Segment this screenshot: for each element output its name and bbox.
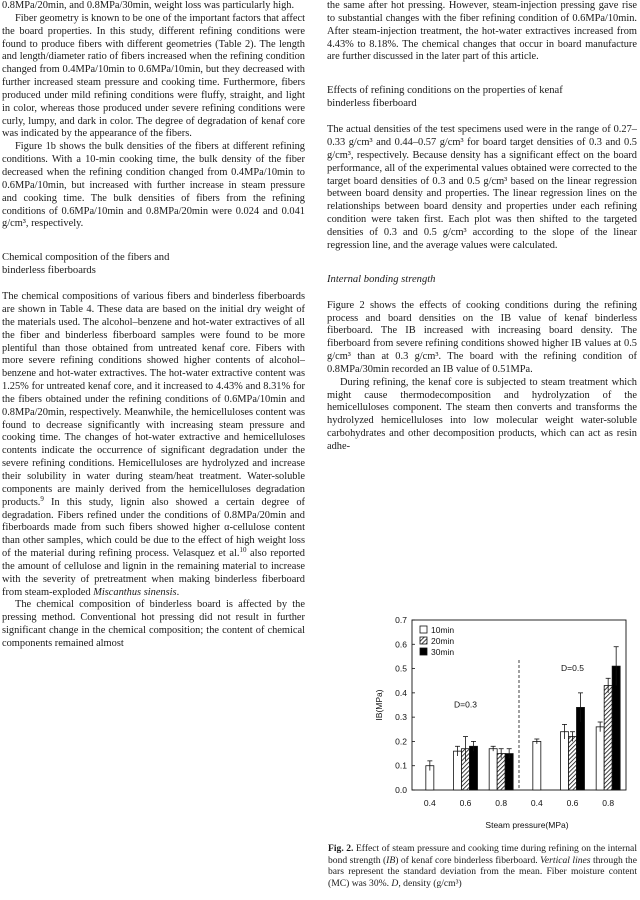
paragraph: Fiber geometry is known to be one of the important factors that affect the board properties. In this study, different refining conditions were found to produce fibers with different geometries (Table 2). The length and length/diameter ratio of fibers increased when the refining condition changed from 0.4MPa/10min to 0.6MPa/10min, but they decreased with further increased steam pressure and cooking time. Furthermore, fibers produced under mild refining conditions were fluffy, straight, and light in color, whereas those produced under severe refining conditions were curly, lumpy, and dark in color. The degree of degradation of kenaf core was indicated by the appearance of the fibers.	[2, 12, 305, 140]
paragraph: During refining, the kenaf core is subjected to steam treatment which might cause thermodecomposition and hydrolyzation of the hemicelluloses component. The steam then converts and transforms the hydrolyzed hemicelluloses into low molecular weight water-soluble carbohydrates and other decomposition products, which can act as resin adhe-	[327, 376, 637, 452]
right-column	[327, 0, 637, 454]
figure-caption: Fig. 2. Effect of steam pressure and cooking time during refining on the internal bond strength (IB) of kenaf core binderless fiberboard. Vertical lines through the bars represent the standard deviation from the mean. Fiber moisture content (MC) was 30%. D, density (g/cm³)	[328, 843, 637, 889]
x-tick-label: 0.4	[423, 798, 436, 808]
paragraph: The chemical composition of binderless board is affected by the pressing method. Conventional hot pressing did not result in further significant change in the chemical composition; the content of chemical components remained almost	[2, 599, 305, 649]
paragraph: Figure 2 shows the effects of cooking conditions during the refining process and board densities on the IB value of kenaf binderless fiberboard. The IB increased with increasing board density. The fiberboard from severe refining conditions showed higher IB values at 0.5 g/cm³ than at 0.3 g/cm³. The board with the refining condition of 0.8MPa/30min recorded an IB value of 0.51MPa.	[327, 299, 637, 375]
paragraph: 0.8MPa/20min, and 0.8MPa/30min, weight loss was particularly high.	[2, 0, 295, 11]
bar	[505, 754, 513, 790]
y-tick-label: 0.1	[395, 760, 407, 771]
section-heading: Chemical composition of the fibers and binderless fiberboards	[2, 252, 170, 277]
density-label: D=0.3	[454, 699, 477, 710]
left-column	[2, 0, 305, 651]
y-axis-label: IB(MPa)	[374, 689, 384, 721]
y-tick-label: 0.3	[395, 712, 407, 723]
chart-svg	[330, 612, 636, 838]
y-tick-label: 0.7	[395, 615, 407, 625]
x-tick-label: 0.6	[566, 798, 579, 808]
legend-label: 30min	[431, 647, 455, 657]
legend-label: 10min	[431, 625, 455, 635]
paragraph: the same after hot pressing. However, steam-injection pressing gave rise to substantial changes with the fiber refining condition of 0.6MPa/10min. After steam-injection treatment, the hot-water extractives increased from 4.43% to 8.18%. The chemical changes that occur in board manufacture are further discussed in the later part of this article.	[327, 0, 637, 63]
bar	[470, 746, 478, 790]
y-tick-label: 0.4	[395, 687, 407, 698]
paragraph: Figure 1b shows the bulk densities of the fibers at different refining conditions. With a 10-min cooking time, the bulk density of the fiber decreased when the refining condition changed from 0.4MPa/10min to 0.6MPa/10min, but increased with further increase in steam pressure and cooking time. The bulk densities of fibers from the refining conditions of 0.6MPa/10min and 0.8MPa/20min were 0.024 and 0.041 g/cm³, respectively.	[2, 141, 305, 230]
subsection-heading: Internal bonding strength	[327, 273, 436, 285]
bar	[454, 751, 462, 790]
density-label: D=0.5	[561, 663, 584, 673]
bar	[604, 686, 612, 790]
bar	[497, 754, 505, 790]
bar	[533, 741, 541, 790]
x-tick-label: 0.8	[495, 798, 508, 808]
section-heading: Effects of refining conditions on the properties of kenaf binderless fiberboard	[327, 85, 563, 110]
x-tick-label: 0.6	[459, 798, 472, 808]
x-tick-label: 0.4	[530, 798, 543, 808]
legend-swatch	[420, 637, 427, 644]
bar	[569, 737, 577, 790]
y-tick-label: 0.5	[395, 663, 407, 674]
x-tick-label: 0.8	[602, 798, 615, 808]
y-tick-label: 0.0	[395, 785, 407, 795]
legend-swatch	[420, 626, 427, 633]
legend-swatch	[420, 648, 427, 655]
bar	[489, 749, 497, 790]
legend-label: 20min	[431, 636, 455, 646]
ib-bar-chart	[330, 612, 636, 838]
bar	[596, 727, 604, 790]
paragraph: The actual densities of the test specimens used were in the range of 0.27–0.33 g/cm³ and 0.44–0.57 g/cm³ for board target densities of 0.3 and 0.5 g/cm³, respectively. Because density has a significant effect on the board performance, all of the experimental values obtained were corrected to the target board densities of 0.3 and 0.5 g/cm³ based on the linear regression between board density and properties. The linear regression lines on the relationships between board density and properties under each refining condition were taken first. Each plot was then shifted to the targeted densities of 0.3 and 0.5 g/cm³ according to the slope of the linear regression line, and the average values were calculated.	[327, 124, 637, 251]
y-tick-label: 0.2	[395, 736, 407, 747]
paragraph: The chemical compositions of various fibers and binderless fiberboards are shown in Table 4. These data are based on the initial dry weight of the materials used. The alcohol–benzene and hot-water extractives of all the fiber and binderless fiberboard samples were found to be more plentiful than those obtained from untreated kenaf core. Fibers with more severe refining conditions showed higher contents of alcohol–benzene and hot-water extractives. The hot-water extractive content was 1.25% for untreated kenaf core, and it increased to 4.43% and 8.31% for the fibers obtained under the refining conditions of 0.6MPa/10min and 0.8MPa/20min, respectively. Meanwhile, the hemicelluloses content was found to decrease significantly with increasing steam pressure and cooking time. The changes of hot-water extractive and hemicelluloses contents indicate the occurrence of significant degradation under the severe refining conditions. Hemicelluloses are hydrolyzed and increase their solubility in water during steam/heat treatment. Water-soluble components are mainly derived from the hemicelluloses degradation products.$^9$ In this study, lignin also showed a certain degree of degradation. Fibers refined under the conditions of 0.8MPa/20min and fiberboards made from such fibers showed higher α-cellulose content than other samples, which could be due to the effect of high weight loss of the material during refining process. Velasquez et al.$^{10}$ also reported the amount of cellulose and lignin in the remaining material to increase with the severity of pretreatment when making binderless fiberboard from steam-exploded Miscanthus sinensis.	[2, 291, 305, 598]
x-axis-label: Steam pressure(MPa)	[485, 820, 569, 830]
y-tick-label: 0.6	[395, 639, 407, 650]
bar	[561, 732, 569, 790]
